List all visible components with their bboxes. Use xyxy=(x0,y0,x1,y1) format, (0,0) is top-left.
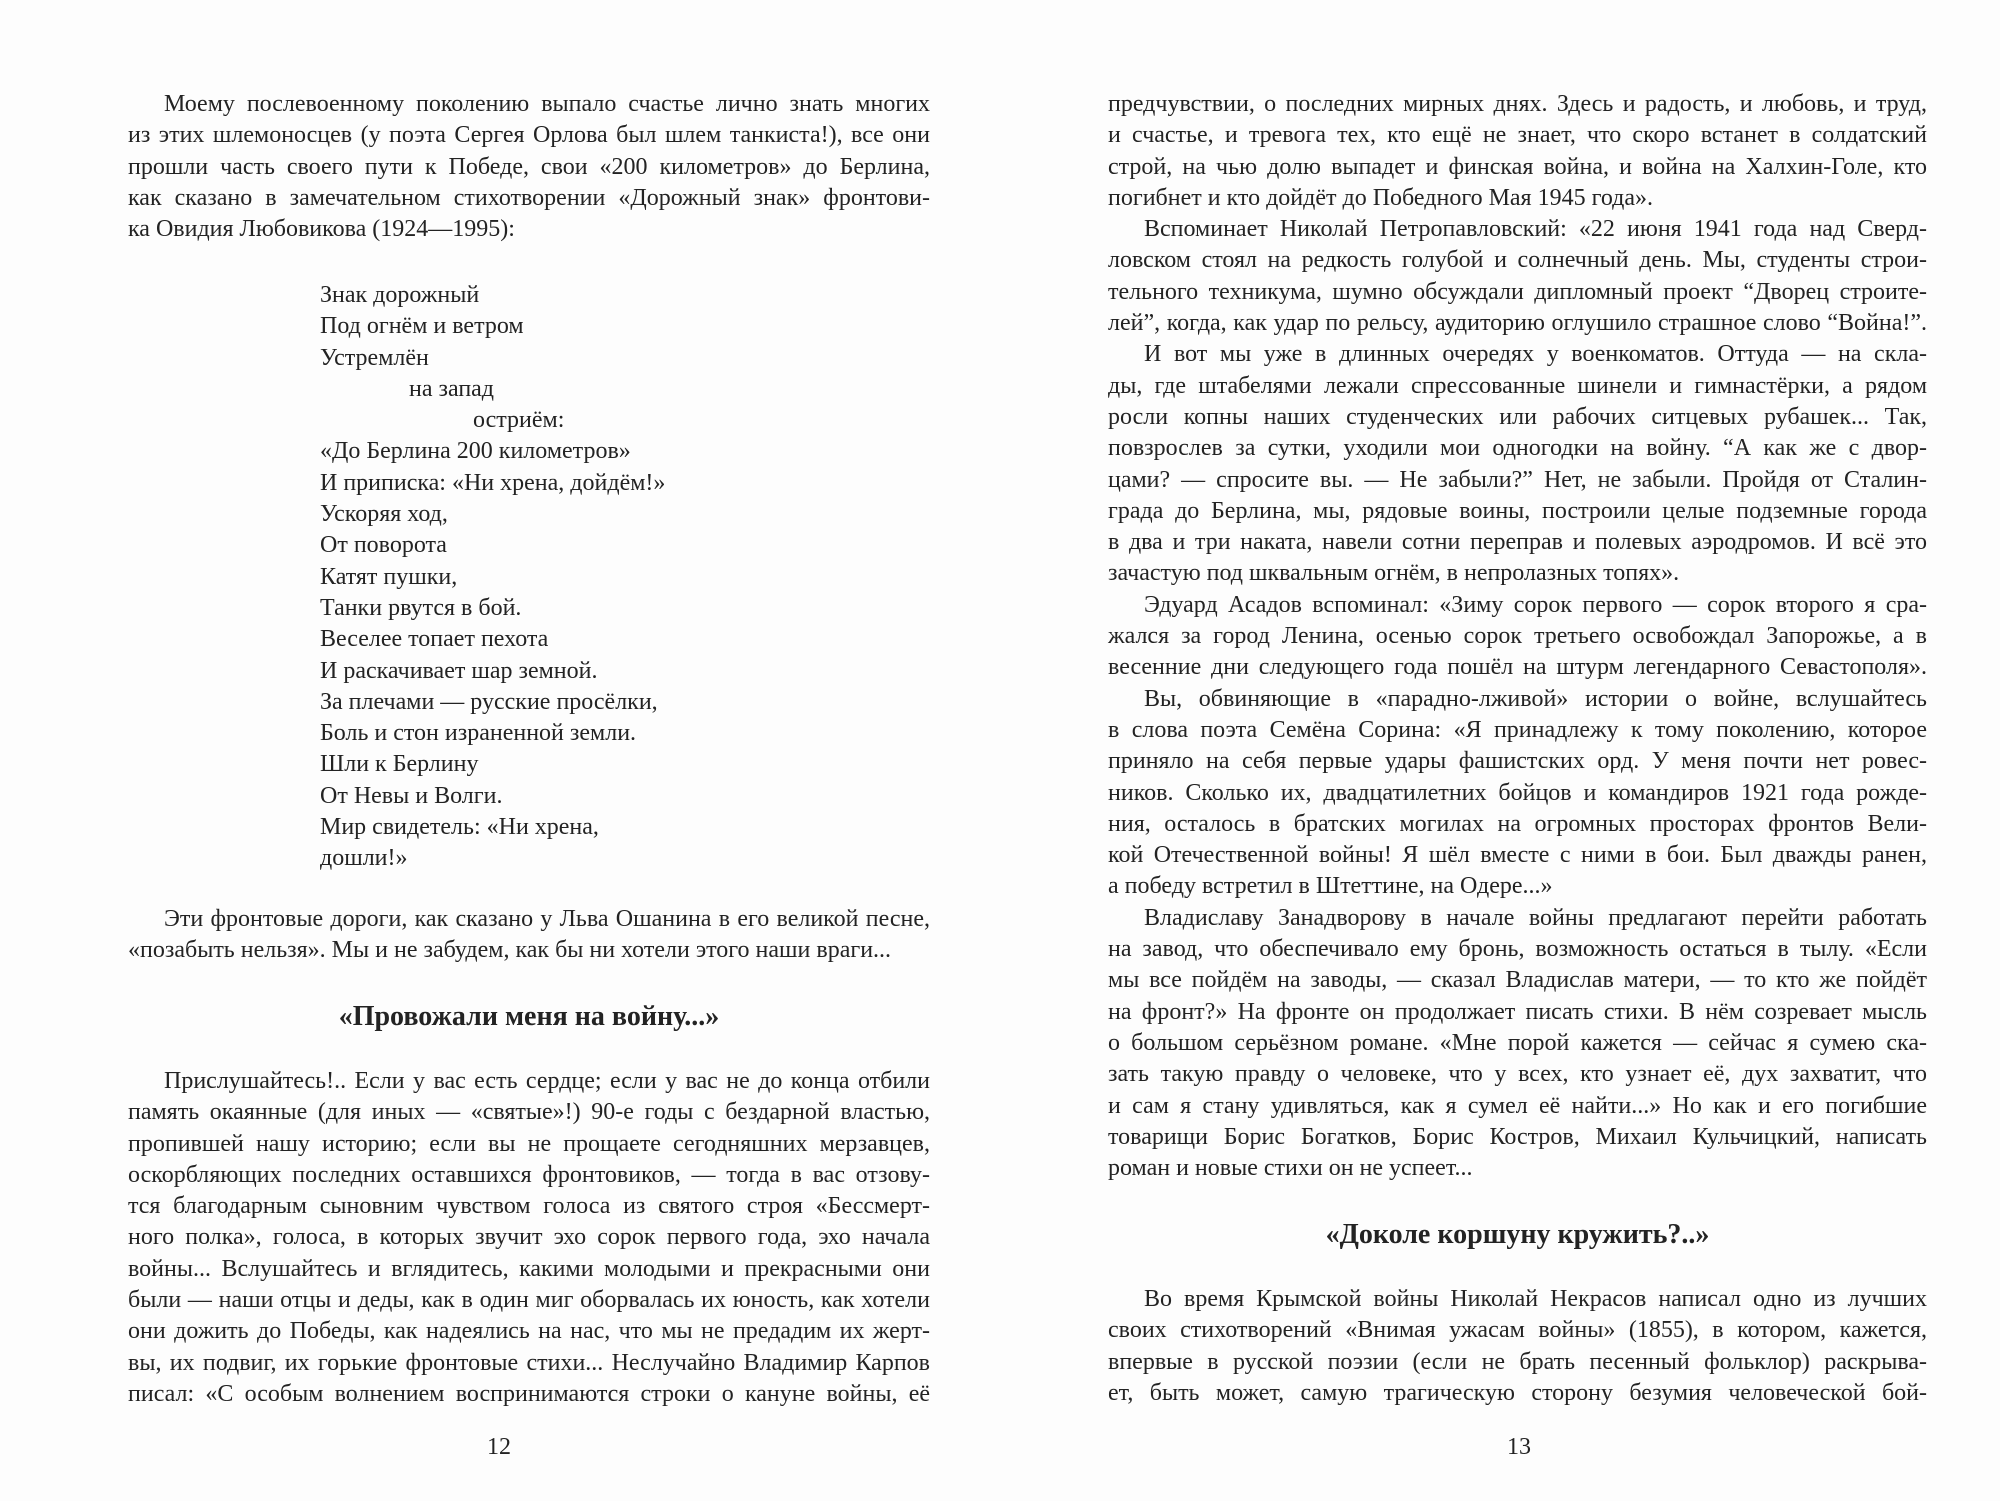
text-line: зать такую правду о человеке, что у всех, кто узнает её, дух захватит, что xyxy=(1108,1061,1927,1088)
text-line: ка Овидия Любовикова (1924—1995): xyxy=(128,216,515,243)
poem-line: Шли к Берлину xyxy=(320,751,479,778)
poem-line: «До Берлина 200 километров» xyxy=(320,438,631,465)
paragraph xyxy=(1108,684,1927,903)
text-line: оскорбляющих последних оставшихся фронтовиков, — тогда в вас отзову- xyxy=(128,1161,930,1188)
text-line: в слова поэта Семёна Сорина: «Я принадлежу к тому поколению, которое xyxy=(1108,716,1927,743)
poem-line: Веселее топает пехота xyxy=(320,626,549,653)
poem-line: От поворота xyxy=(320,532,447,559)
text-line: Эдуард Асадов вспоминал: «Зиму сорок первого — сорок второго я сра- xyxy=(1144,591,1927,618)
section-heading: «Доколе коршуну кружить?..» xyxy=(1325,1219,1710,1250)
poem-line: на запад xyxy=(409,375,495,402)
page-number: 13 xyxy=(1507,1434,1531,1460)
poem-line: И приписка: «Ни хрена, дойдём!» xyxy=(320,469,666,496)
text-line: росли копны наших студенческих или рабочих ситцевых рубашек... Так, xyxy=(1108,403,1927,430)
text-line: а победу встретил в Штеттине, на Одере...» xyxy=(1108,873,1553,900)
text-line: и счастье, и тревога тех, кто ещё не знает, что скоро встанет в солдатский xyxy=(1108,122,1927,149)
text-line: ловском стоял на редкость голубой и солнечный день. Мы, студенты строи- xyxy=(1108,247,1927,274)
text-line: ного полка», голоса, в которых звучит эхо сорок первого года, эхо начала xyxy=(128,1224,930,1251)
poem-line: От Невы и Волги. xyxy=(320,782,503,809)
text-line: впервые в русской поэзии (если не брать песенный фольклор) раскрыва- xyxy=(1108,1348,1927,1375)
text-line: зачастую под шквальным огнём, в непролазных топях». xyxy=(1108,560,1680,587)
text-line: Во время Крымской войны Николай Некрасов написал одно из лучших xyxy=(1144,1286,1927,1312)
paragraph xyxy=(1108,214,1927,339)
poem xyxy=(320,280,880,875)
text-line: Вспоминает Николай Петропавловский: «22 июня 1941 года над Сверд- xyxy=(1144,216,1927,243)
text-line: весенние дни следующего года пошёл на штурм легендарного Севастополя». xyxy=(1108,654,1927,681)
text-line: приняло на себя первые удары фашистских орд. У меня почти нет ровес- xyxy=(1108,748,1927,775)
section-heading: «Провожали меня на войну...» xyxy=(338,1001,720,1032)
text-line: кой Отечественной войны! Я шёл вместе с ними в бои. Был дважды ранен, xyxy=(1108,842,1927,869)
text-line: на завод, что обеспечивало ему бронь, возможность остаться в тылу. «Если xyxy=(1108,936,1927,963)
text-line: в два и три наката, навели сотни переправ и полевых аэродромов. И всё это xyxy=(1108,529,1927,556)
poem-line: дошли!» xyxy=(320,845,408,872)
poem-line: Устремлён xyxy=(320,344,429,371)
paragraph xyxy=(1108,339,1927,589)
text-line: войны... Вслушайтесь и вглядитесь, какими молодыми и прекрасными они xyxy=(128,1255,930,1282)
text-line: предчувствии, о последних мирных днях. Здесь и радость, и любовь, и труд, xyxy=(1108,91,1927,117)
text-line: ния, осталось в братских могилах на огромных просторах фронтов Вели- xyxy=(1108,810,1927,837)
paragraph xyxy=(128,904,930,967)
text-line: цами? — спросите вы. — Не забыли?” Нет, не забыли. Пройдя от Сталин- xyxy=(1108,466,1927,493)
text-line: из этих шлемоносцев (у поэта Сергея Орлова был шлем танкиста!), все они xyxy=(128,122,930,149)
paragraph xyxy=(128,1066,930,1410)
poem-line: За плечами — русские просёлки, xyxy=(320,688,658,715)
text-line: на фронт?» На фронте он продолжает писать стихи. В нём созревает мысль xyxy=(1108,998,1927,1025)
text-line: были — наши отцы и деды, как в один миг оборвалась их юность, как хотели xyxy=(128,1287,930,1314)
text-line: ников. Сколько их, двадцатилетних бойцов и командиров 1921 года рожде- xyxy=(1108,779,1927,806)
poem-line: Мир свидетель: «Ни хрена, xyxy=(320,814,599,841)
paragraph xyxy=(1108,1284,1927,1409)
text-line: повзрослев за сутки, уходили мои одногодки на войну. “А как же с двор- xyxy=(1108,435,1927,462)
text-line: роман и новые стихи он не успеет... xyxy=(1108,1155,1473,1182)
paragraph xyxy=(1108,590,1927,684)
paragraph xyxy=(1108,903,1927,1185)
text-line: лей”, когда, как удар по рельсу, аудиторию оглушило страшное слово “Война!”. xyxy=(1108,310,1927,337)
poem-line: остриём: xyxy=(473,407,565,434)
poem-line: Знак дорожный xyxy=(320,282,480,308)
text-line: «позабыть нельзя». Мы и не забудем, как бы ни хотели этого наши враги... xyxy=(128,937,892,964)
text-line: писал: «С особым волнением воспринимаются строки о кануне войны, её xyxy=(128,1380,930,1407)
text-line: пропившей нашу историю; если вы не прощаете сегодняшних мерзавцев, xyxy=(128,1130,930,1157)
poem-line: Танки рвутся в бой. xyxy=(320,594,522,621)
poem-line: Боль и стон израненной земли. xyxy=(320,720,637,747)
text-line: града до Берлина, мы, рядовые воины, построили целые подземные города xyxy=(1108,497,1927,524)
text-line: как сказано в замечательном стихотворении «Дорожный знак» фронтови- xyxy=(128,184,930,211)
text-line: они дожить до Победы, как надеялись на нас, что мы не предадим их жерт- xyxy=(128,1318,930,1345)
text-line: ет, быть может, самую трагическую сторону безумия человеческой бой- xyxy=(1108,1379,1927,1406)
text-line: своих стихотворений «Внимая ужасам войны» (1855), в котором, кажется, xyxy=(1108,1317,1927,1344)
text-line: жался за город Ленина, осенью сорок третьего освобождал Запорожье, а в xyxy=(1108,623,1927,650)
text-line: И вот мы уже в длинных очередях у военкоматов. Оттуда — на скла- xyxy=(1144,341,1927,368)
text-line: прошли часть своего пути к Победе, свои «200 километров» до Берлина, xyxy=(128,153,930,180)
text-line: тельного техникума, шумно обсуждали дипломный проект “Дворец строите- xyxy=(1108,278,1927,305)
text-line: Прислушайтесь!.. Если у вас есть сердце; если у вас не до конца отбили xyxy=(164,1068,930,1094)
text-body xyxy=(1108,89,1927,1184)
text-line: Владиславу Занадворову в начале войны предлагают перейти работать xyxy=(1144,904,1927,931)
paragraph xyxy=(1108,89,1927,214)
intro-paragraph xyxy=(128,89,930,245)
poem-line: Под огнём и ветром xyxy=(320,313,524,340)
text-line: Вы, обвиняющие в «парадно-лживой» истории о войне, вслушайтесь xyxy=(1144,685,1927,712)
text-line: мы все пойдём на заводы, — сказал Владислав матери, — то кто же пойдёт xyxy=(1108,967,1927,994)
text-line: ды, где штабелями лежали спрессованные шинели и гимнастёрки, а рядом xyxy=(1108,372,1927,399)
text-line: о большом серьёзном романе. «Мне порой кажется — сейчас я сумею ска- xyxy=(1108,1029,1927,1056)
text-line: Моему послевоенному поколению выпало счастье лично знать многих xyxy=(164,91,930,117)
page-number: 12 xyxy=(487,1434,511,1460)
text-line: вы, их подвиг, их горькие фронтовые стихи... Неслучайно Владимир Карпов xyxy=(128,1349,930,1376)
right-page xyxy=(1000,0,2000,1501)
text-line: память окаянные (для иных — «святые»!) 90-е годы с бездарной властью, xyxy=(128,1099,930,1126)
poem-line: И раскачивает шар земной. xyxy=(320,657,598,684)
text-line: товарищи Борис Богатков, Борис Костров, Михаил Кульчицкий, написать xyxy=(1108,1123,1927,1150)
poem-line: Катят пушки, xyxy=(320,563,458,590)
text-line: погибнет и кто дойдёт до Победного Мая 1945 года». xyxy=(1108,184,1654,211)
text-line: строй, на чью долю выпадет и финская война, и война на Халхин-Голе, кто xyxy=(1108,153,1927,180)
poem-line: Ускоряя ход, xyxy=(320,501,448,528)
text-line: Эти фронтовые дороги, как сказано у Льва Ошанина в его великой песне, xyxy=(164,906,930,932)
text-line: тся благодарным сыновним чувством голоса из святого строя «Бессмерт- xyxy=(128,1193,930,1220)
text-line: и сам я стану удивляться, как я сумел её найти...» Но как и его погибшие xyxy=(1108,1092,1927,1119)
